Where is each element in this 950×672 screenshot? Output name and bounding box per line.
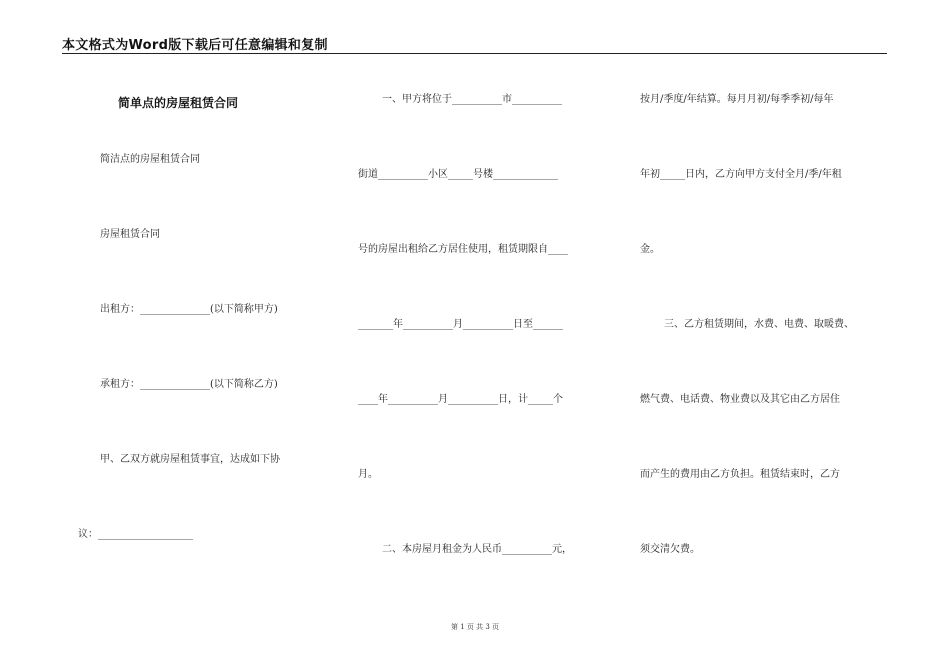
col3-line: 按月/季度/年结算。每月月初/每季季初/每年 — [640, 94, 834, 105]
col2-line: 街道__________小区_____号楼_____________ — [358, 169, 558, 180]
document-title: 简单点的房屋租赁合同 — [118, 96, 239, 110]
col2-line: 二、本房屋月租金为人民币__________元， — [382, 544, 572, 555]
col2-line: 月。 — [358, 469, 378, 480]
col2-line: ____年__________月__________日，计_____个 — [358, 394, 563, 405]
col3-line: 年初_____日内，乙方向甲方支付全月/季/年租 — [640, 169, 842, 180]
page-number: 第 1 页 共 3 页 — [450, 623, 500, 631]
col3-line: 而产生的费用由乙方负担。租赁结束时，乙方 — [640, 469, 840, 480]
col1-line: 承租方：______________(以下简称乙方) — [100, 379, 278, 390]
col3-line: 须交清欠费。 — [640, 544, 700, 555]
header-divider — [62, 53, 887, 54]
col1-line: 房屋租赁合同 — [100, 229, 160, 240]
col3-line: 燃气费、电话费、物业费以及其它由乙方居住 — [640, 394, 840, 405]
col2-line: 号的房屋出租给乙方居住使用，租赁期限自____ — [358, 244, 568, 255]
page-header-title: 本文格式为Word版下载后可任意编辑和复制 — [62, 38, 328, 53]
col1-line: 简洁点的房屋租赁合同 — [100, 154, 200, 165]
col2-line: 一、甲方将位于__________市__________ — [382, 94, 562, 105]
col3-line: 金。 — [640, 244, 660, 255]
col2-line: _______年__________月__________日至______ — [358, 319, 563, 330]
col3-line: 三、乙方租赁期间，水费、电费、取暖费、 — [664, 319, 854, 330]
col1-line: 甲、乙双方就房屋租赁事宜，达成如下协 — [100, 454, 280, 465]
col1-line: 出租方：______________(以下简称甲方) — [100, 304, 278, 315]
col1-line: 议：___________________ — [78, 529, 193, 540]
